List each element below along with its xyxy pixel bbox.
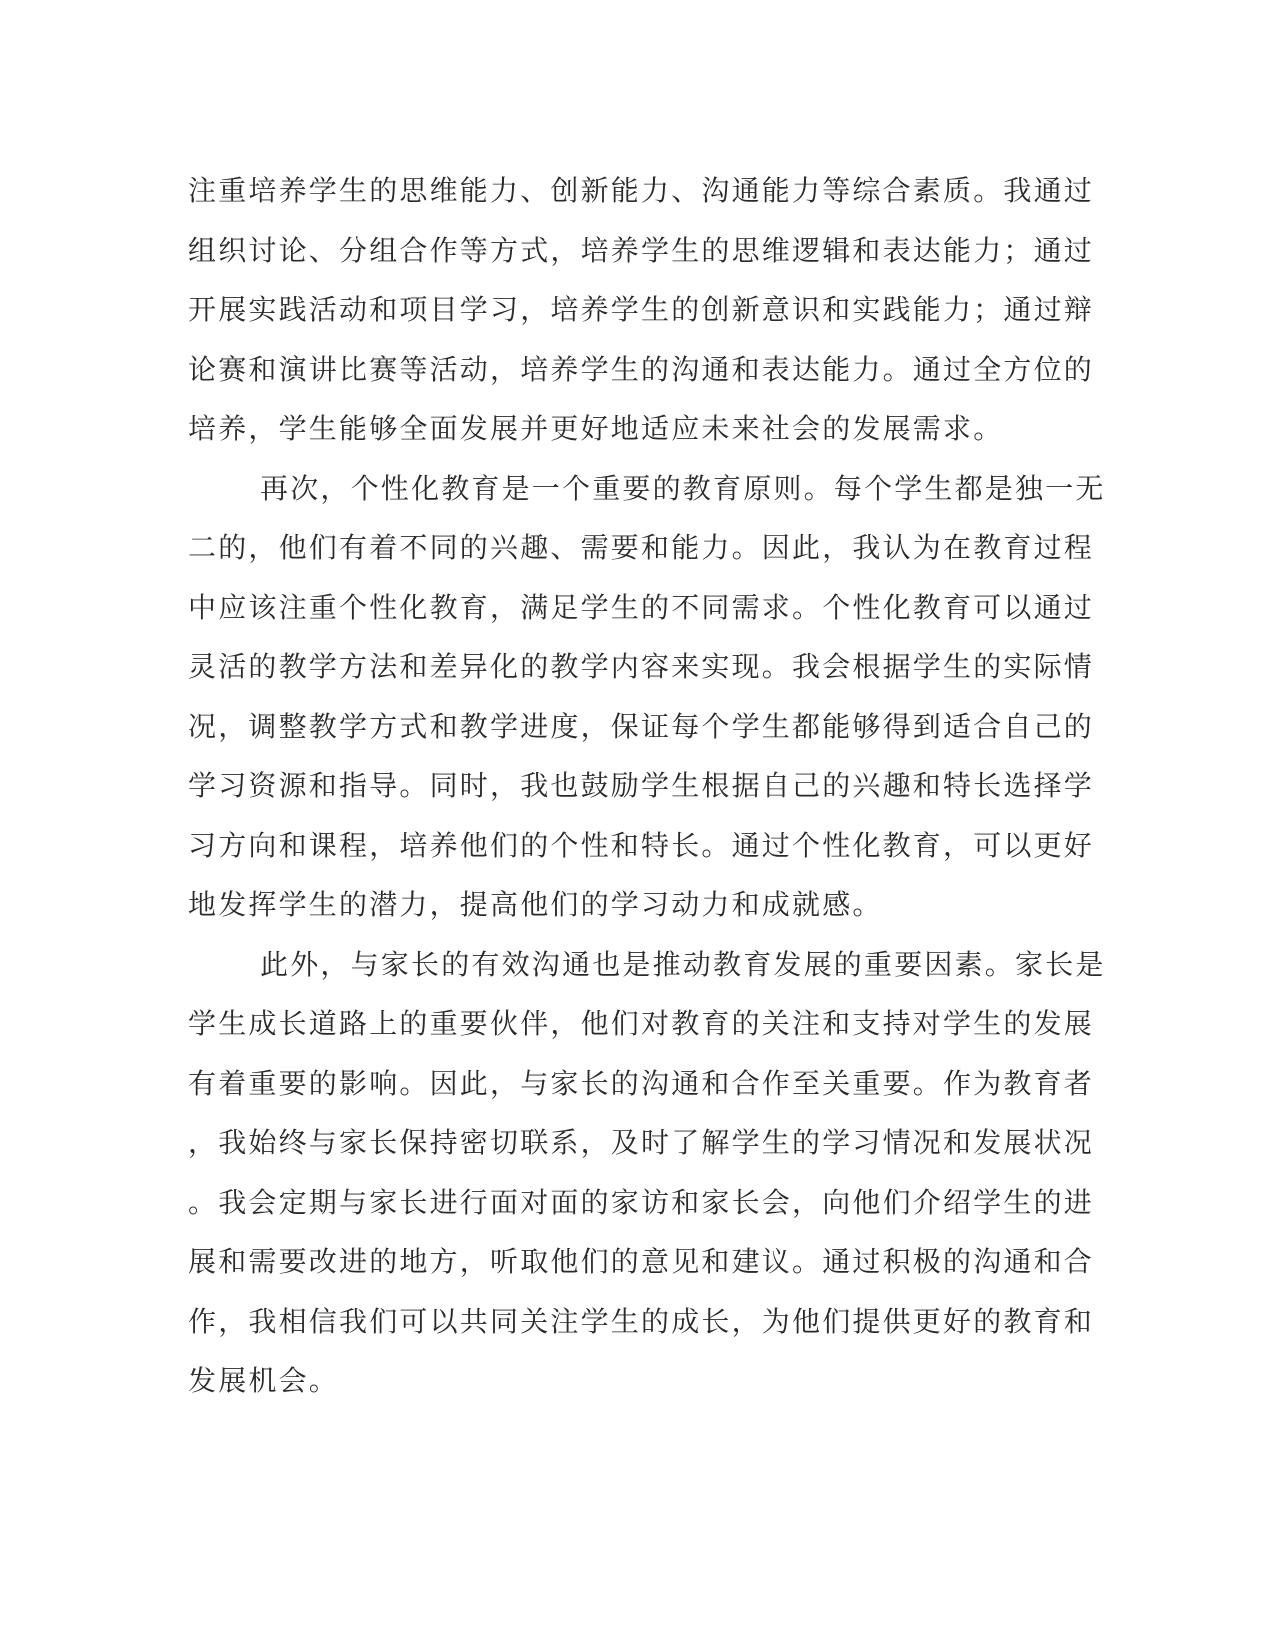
text-line: ，我始终与家长保持密切联系，及时了解学生的学习情况和发展状况 xyxy=(188,1126,1095,1159)
text-line: 发展机会。 xyxy=(188,1364,340,1397)
text-line: 。我会定期与家长进行面对面的家访和家长会，向他们介绍学生的进 xyxy=(188,1185,1095,1219)
paragraph-2 xyxy=(188,459,1106,935)
text-line-first: 再次，个性化教育是一个重要的教育原则。每个学生都是独一无 xyxy=(260,471,1106,505)
document-body xyxy=(188,161,1106,1411)
text-line: 二的，他们有着不同的兴趣、需要和能力。因此，我认为在教育过程 xyxy=(188,531,1095,564)
text-line: 学习资源和指导。同时，我也鼓励学生根据自己的兴趣和特长选择学 xyxy=(188,769,1095,802)
text-line: 中应该注重个性化教育，满足学生的不同需求。个性化教育可以通过 xyxy=(188,590,1095,624)
text-line: 展和需要改进的地方，听取他们的意见和建议。通过积极的沟通和合 xyxy=(188,1245,1095,1278)
text-line: 灵活的教学方法和差异化的教学内容来实现。我会根据学生的实际情 xyxy=(188,650,1095,683)
text-line: 学生成长道路上的重要伙伴，他们对教育的关注和支持对学生的发展 xyxy=(188,1007,1095,1040)
text-line: 论赛和演讲比赛等活动，培养学生的沟通和表达能力。通过全方位的 xyxy=(188,352,1095,386)
paragraph-3 xyxy=(188,935,1106,1411)
text-line-first: 此外，与家长的有效沟通也是推动教育发展的重要因素。家长是 xyxy=(260,947,1106,981)
text-line: 开展实践活动和项目学习，培养学生的创新意识和实践能力；通过辩 xyxy=(188,293,1095,326)
text-line: 地发挥学生的潜力，提高他们的学习动力和成就感。 xyxy=(188,888,883,921)
text-line: 有着重要的影响。因此，与家长的沟通和合作至关重要。作为教育者 xyxy=(188,1066,1095,1100)
text-line: 作，我相信我们可以共同关注学生的成长，为他们提供更好的教育和 xyxy=(188,1304,1095,1338)
paragraph-1 xyxy=(188,161,1095,459)
text-line: 注重培养学生的思维能力、创新能力、沟通能力等综合素质。我通过 xyxy=(188,174,1095,207)
text-line: 培养，学生能够全面发展并更好地适应未来社会的发展需求。 xyxy=(188,412,1004,445)
text-line: 习方向和课程，培养他们的个性和特长。通过个性化教育，可以更好 xyxy=(188,828,1095,862)
text-line: 组织讨论、分组合作等方式，培养学生的思维逻辑和表达能力；通过 xyxy=(188,233,1095,267)
text-line: 况，调整教学方式和教学进度，保证每个学生都能够得到适合自己的 xyxy=(188,709,1095,743)
